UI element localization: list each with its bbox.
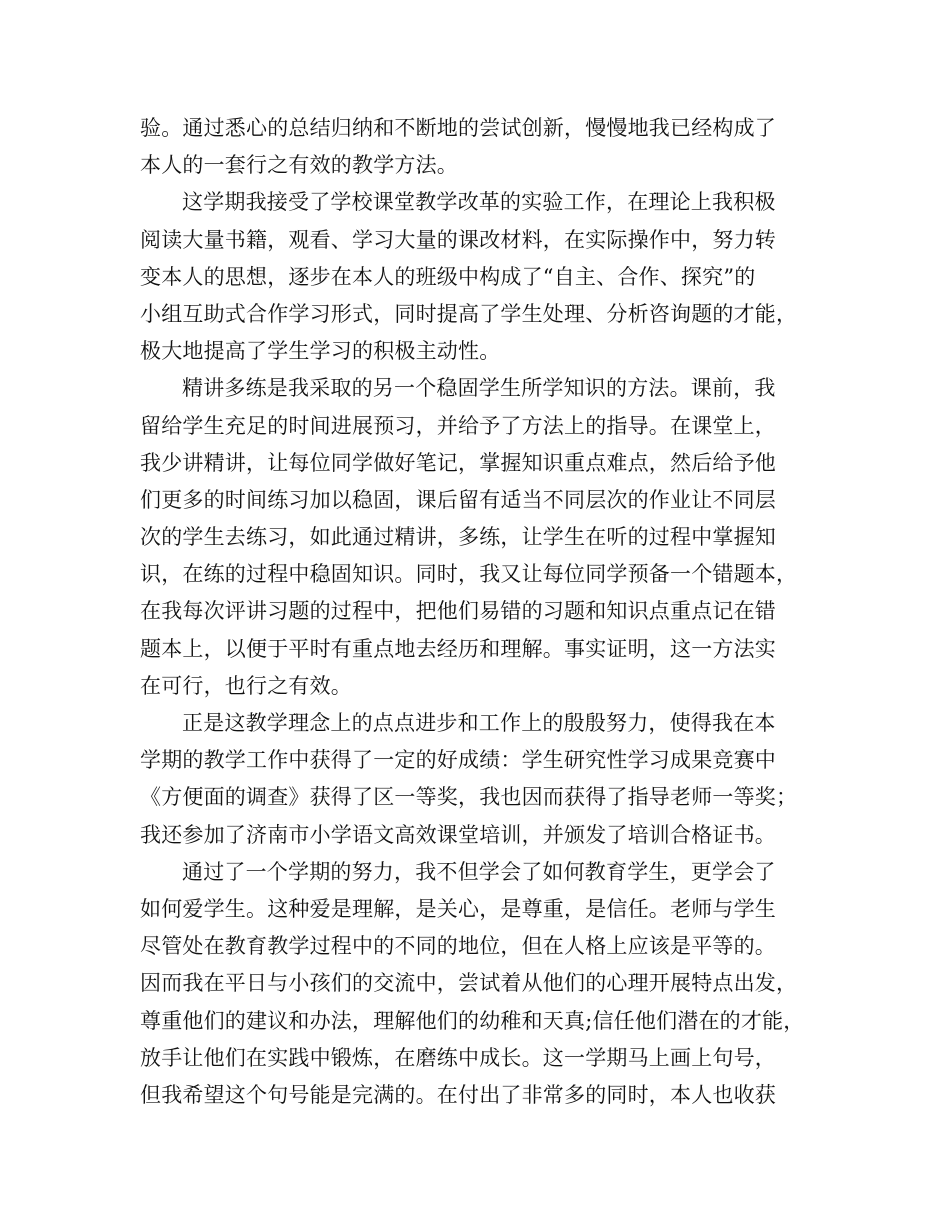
text-line: 我少讲精讲，让每位同学做好笔记，掌握知识重点难点，然后给予他 (140, 450, 776, 475)
text-line: 在我每次评讲习题的过程中，把他们易错的习题和知识点重点记在错 (140, 599, 776, 624)
text-line: 本人的一套行之有效的教学方法。 (140, 153, 458, 178)
text-line: 《方便面的调查》获得了区一等奖，我也因而获得了指导老师一等奖； (140, 785, 798, 810)
text-line: 留给学生充足的时间进展预习，并给予了方法上的指导。在课堂上， (140, 413, 776, 438)
text-line: 学期的教学工作中获得了一定的好成绩：学生研究性学习成果竞赛中 (140, 748, 776, 773)
text-line: 验。通过悉心的总结归纳和不断地的尝试创新，慢慢地我已经构成了 (140, 116, 776, 140)
text-line: 阅读大量书籍，观看、学习大量的课改材料，在实际操作中，努力转 (140, 227, 776, 252)
paragraph-first-line: 精讲多练是我采取的另一个稳固学生所学知识的方法。课前，我 (182, 376, 776, 401)
text-line: 变本人的思想，逐步在本人的班级中构成了“自主、合作、探究”的 (140, 264, 756, 289)
text-line: 但我希望这个句号能是完满的。在付出了非常多的同时，本人也收获 (140, 1082, 776, 1107)
text-line: 们更多的时间练习加以稳固，课后留有适当不同层次的作业让不同层 (140, 487, 776, 512)
text-line: 次的学生去练习，如此通过精讲，多练，让学生在听的过程中掌握知 (140, 525, 776, 550)
text-line: 题本上，以便于平时有重点地去经历和理解。事实证明，这一方法实 (140, 636, 776, 661)
text-line: 我还参加了济南市小学语文高效课堂培训，并颁发了培训合格证书。 (140, 822, 776, 847)
text-line: 尊重他们的建议和办法，理解他们的幼稚和天真;信任他们潜在的才能， (140, 1008, 805, 1033)
text-line: 小组互助式合作学习形式，同时提高了学生处理、分析咨询题的才能， (140, 301, 798, 326)
paragraph-first-line: 这学期我接受了学校课堂教学改革的实验工作，在理论上我积极 (182, 190, 776, 215)
text-line: 在可行，也行之有效。 (140, 673, 352, 698)
text-line: 识，在练的过程中稳固知识。同时，我又让每位同学预备一个错题本， (140, 562, 798, 587)
text-line: 极大地提高了学生学习的积极主动性。 (140, 339, 501, 364)
text-line: 尽管处在教育教学过程中的不同的地位，但在人格上应该是平等的。 (140, 934, 776, 959)
text-line: 因而我在平日与小孩们的交流中，尝试着从他们的心理开展特点出发， (140, 971, 798, 996)
body-text (140, 110, 820, 1114)
paragraph-first-line: 正是这教学理念上的点点进步和工作上的殷殷努力，使得我在本 (182, 711, 776, 735)
text-line: 如何爱学生。这种爱是理解，是关心，是尊重，是信任。老师与学生 (140, 896, 776, 921)
paragraph-first-line: 通过了一个学期的努力，我不但学会了如何教育学生，更学会了 (182, 859, 776, 884)
text-line: 放手让他们在实践中锻炼，在磨练中成长。这一学期马上画上句号， (140, 1045, 776, 1070)
